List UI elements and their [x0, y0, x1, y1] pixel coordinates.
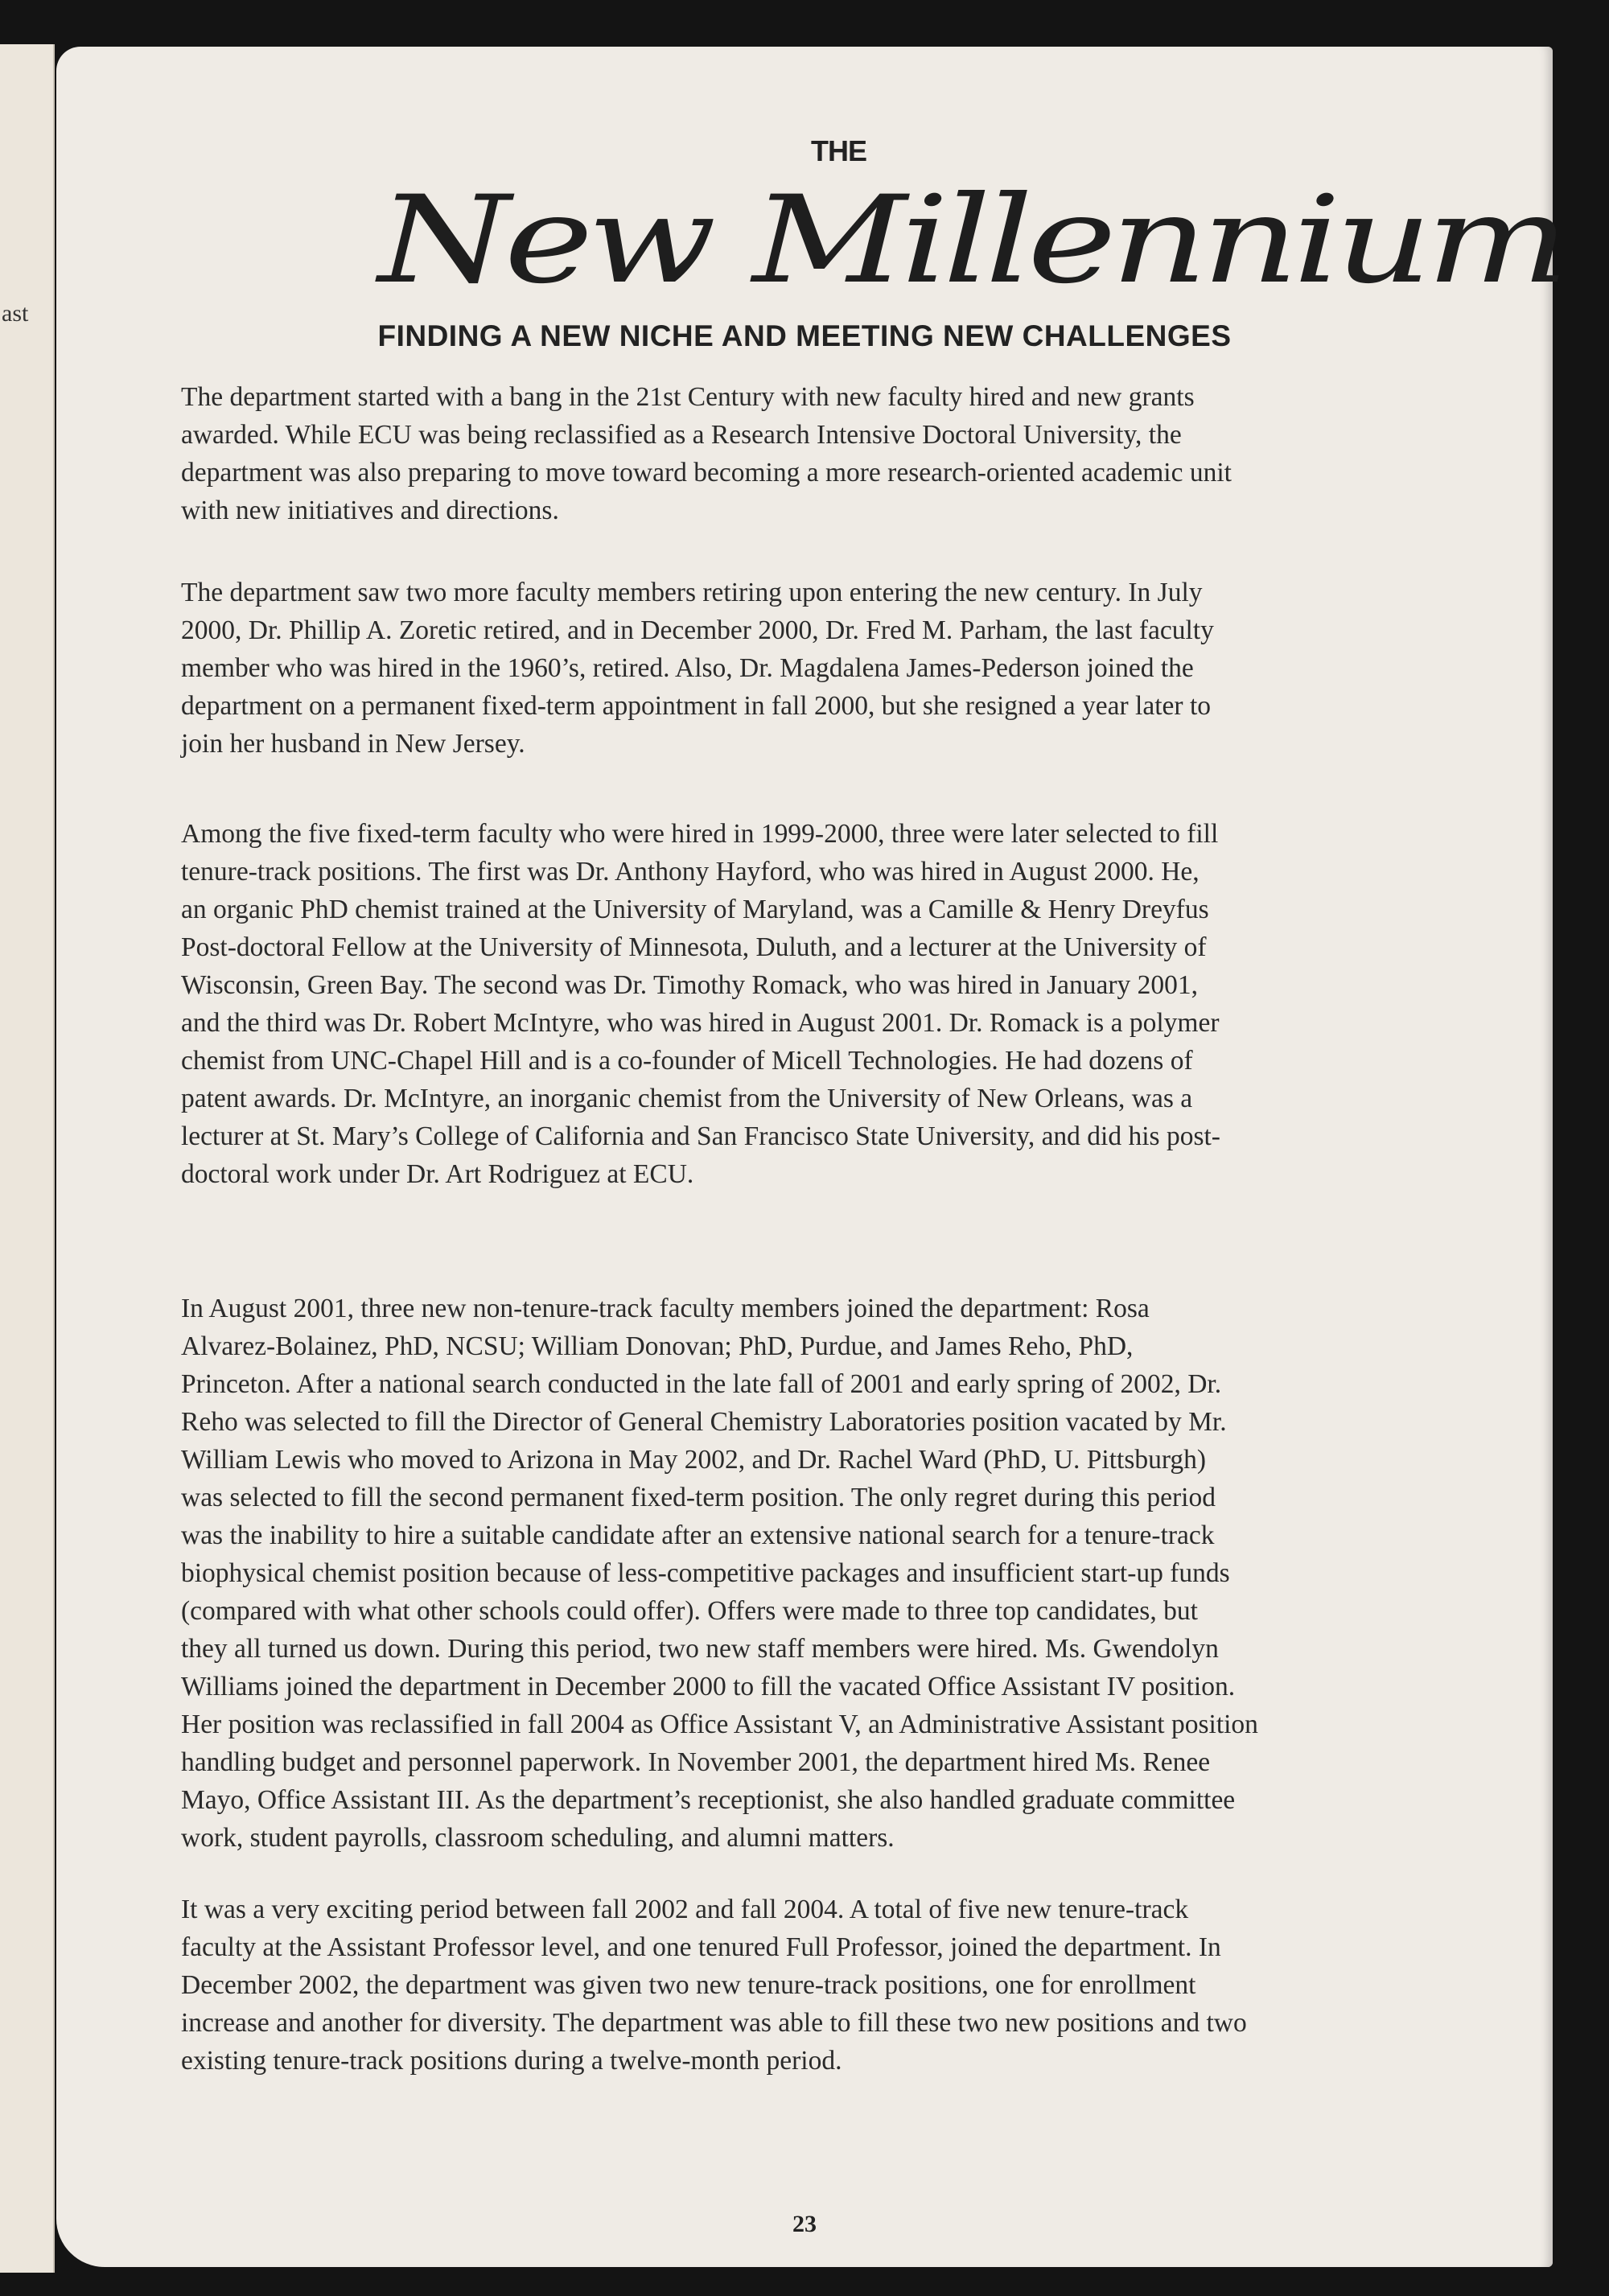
text-line: chemist from UNC-Chapel Hill and is a co-founder of Micell Technologies. He had dozens of: [181, 1046, 1193, 1076]
text-line: department was also preparing to move toward becoming a more research-oriented academic unit: [181, 458, 1232, 488]
body-paragraph: [181, 815, 1516, 1193]
text-line: member who was hired in the 1960’s, retired. Also, Dr. Magdalena James-Pederson joined the: [181, 653, 1194, 683]
text-line: Alvarez-Bolainez, PhD, NCSU; William Donovan; PhD, Purdue, and James Reho, PhD,: [181, 1331, 1134, 1361]
text-line: handling budget and personnel paperwork. In November 2001, the department hired Ms. Renee: [181, 1747, 1211, 1777]
text-line: was the inability to hire a suitable candidate after an extensive national search for a tenure-track: [181, 1520, 1215, 1550]
page-number: 23: [792, 2211, 817, 2237]
text-line: and the third was Dr. Robert McIntyre, who was hired in August 2001. Dr. Romack is a polymer: [181, 1008, 1220, 1038]
text-line: Her position was reclassified in fall 2004 as Office Assistant V, an Administrative Assistant position: [181, 1710, 1258, 1739]
text-line: Among the five fixed-term faculty who were hired in 1999-2000, three were later selected to fill: [181, 819, 1219, 849]
text-line: Wisconsin, Green Bay. The second was Dr. Timothy Romack, who was hired in January 2001,: [181, 970, 1199, 1000]
text-line: In August 2001, three new non-tenure-track faculty members joined the department: Rosa: [181, 1294, 1150, 1323]
text-line: work, student payrolls, classroom scheduling, and alumni matters.: [181, 1823, 895, 1853]
text-line: doctoral work under Dr. Art Rodriguez at ECU.: [181, 1159, 694, 1189]
text-line: department on a permanent fixed-term appointment in fall 2000, but she resigned a year later to: [181, 691, 1212, 721]
text-line: with new initiatives and directions.: [181, 496, 559, 525]
text-line: biophysical chemist position because of less-competitive packages and insufficient start-up funds: [181, 1558, 1230, 1588]
text-line: was selected to fill the second permanent fixed-term position. The only regret during this period: [181, 1483, 1216, 1512]
body-paragraph: [181, 574, 1516, 763]
text-line: Mayo, Office Assistant III. As the department’s receptionist, she also handled graduate committee: [181, 1785, 1236, 1815]
text-line: Williams joined the department in December 2000 to fill the vacated Office Assistant IV position.: [181, 1672, 1236, 1701]
page-subtitle: FINDING A NEW NICHE AND MEETING NEW CHALLENGES: [377, 319, 1232, 352]
text-line: awarded. While ECU was being reclassified as a Research Intensive Doctoral University, the: [181, 420, 1182, 450]
body-paragraph: [181, 1290, 1516, 1857]
text-line: William Lewis who moved to Arizona in May 2002, and Dr. Rachel Ward (PhD, U. Pittsburgh): [181, 1445, 1207, 1475]
text-line: Reho was selected to fill the Director of General Chemistry Laboratories position vacated by Mr.: [181, 1407, 1227, 1437]
left-page-text-fragment: ast: [2, 300, 29, 327]
text-line: 2000, Dr. Phillip A. Zoretic retired, and in December 2000, Dr. Fred M. Parham, the last faculty: [181, 615, 1214, 645]
text-line: It was a very exciting period between fall 2002 and fall 2004. A total of five new tenure-track: [181, 1895, 1189, 1924]
text-line: Post-doctoral Fellow at the University of Minnesota, Duluth, and a lecturer at the University of: [181, 932, 1207, 962]
text-line: an organic PhD chemist trained at the University of Maryland, was a Camille & Henry Dreyfus: [181, 895, 1209, 924]
book-page: [56, 47, 1564, 2267]
text-line: Princeton. After a national search conducted in the late fall of 2001 and early spring of 2002, Dr.: [181, 1369, 1222, 1399]
text-line: lecturer at St. Mary’s College of California and San Francisco State University, and did his post-: [181, 1121, 1220, 1151]
text-line: existing tenure-track positions during a twelve-month period.: [181, 2046, 842, 2076]
text-line: The department started with a bang in the 21st Century with new faculty hired and new grants: [181, 382, 1195, 412]
text-line: they all turned us down. During this period, two new staff members were hired. Ms. Gwendolyn: [181, 1634, 1219, 1664]
text-line: join her husband in New Jersey.: [181, 729, 525, 759]
left-page-edge: [0, 44, 55, 2273]
text-line: (compared with what other schools could offer). Offers were made to three top candidates, but: [181, 1596, 1198, 1626]
text-line: increase and another for diversity. The department was able to fill these two new positions and two: [181, 2008, 1247, 2038]
page-title-script: New Millennium: [378, 171, 1564, 311]
body-paragraph: [181, 1891, 1516, 2080]
text-line: The department saw two more faculty members retiring upon entering the new century. In July: [181, 578, 1203, 607]
text-line: faculty at the Assistant Professor level, and one tenured Full Professor, joined the department. In: [181, 1932, 1221, 1962]
text-line: December 2002, the department was given two new tenure-track positions, one for enrollment: [181, 1970, 1196, 2000]
body-paragraph: [181, 378, 1516, 529]
text-line: tenure-track positions. The first was Dr. Anthony Hayford, who was hired in August 2000. He,: [181, 857, 1200, 887]
text-line: patent awards. Dr. McIntyre, an inorganic chemist from the University of New Orleans, was a: [181, 1084, 1193, 1113]
title-the: THE: [811, 134, 866, 167]
